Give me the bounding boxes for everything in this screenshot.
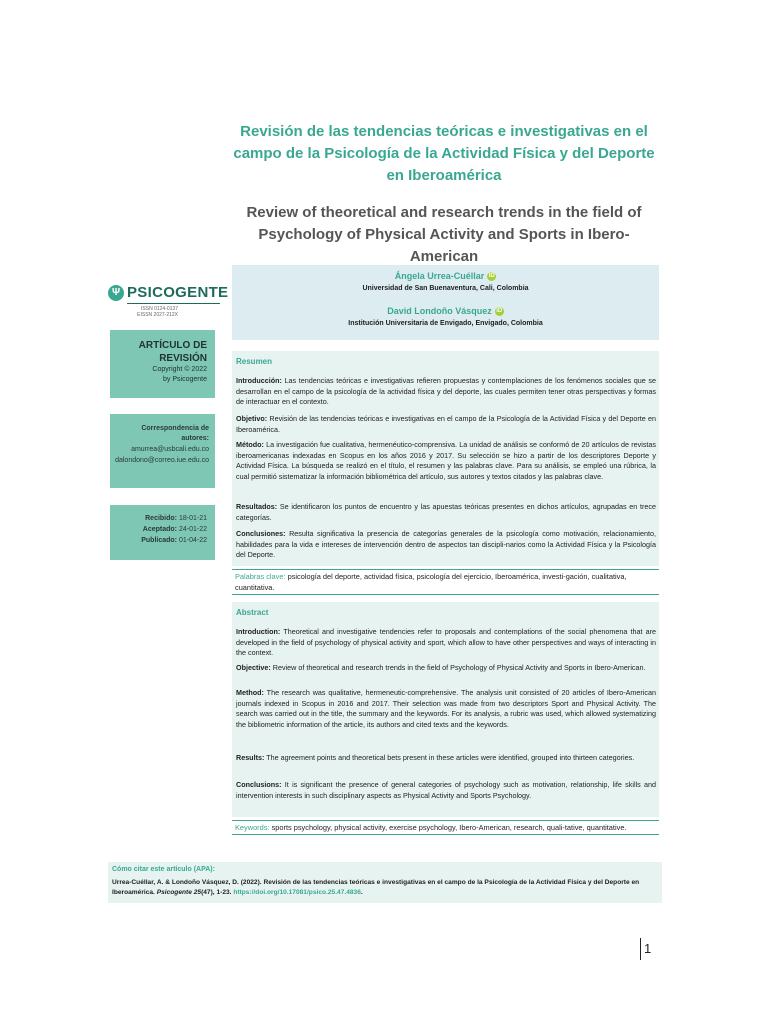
email-link[interactable]: dalondono@correo.iue.edu.co <box>115 457 209 464</box>
section-label: Introducción: <box>236 376 282 385</box>
citation-volume: (47), 1-23. <box>201 889 234 896</box>
accepted-value: 24-01-22 <box>178 526 207 533</box>
correspondence-label-2: autores: <box>181 435 209 442</box>
dates-box <box>110 505 215 560</box>
abstract-introduction <box>236 627 656 659</box>
section-label: Objetivo: <box>236 414 268 423</box>
resumen-results <box>236 502 656 523</box>
issn-block <box>108 306 220 318</box>
issn: ISSN 0124-0137 <box>141 306 178 312</box>
resumen-method <box>236 440 656 482</box>
keywords-es <box>232 569 659 595</box>
section-text: Las tendencias teóricas e investigativas refieren propuestas y contemplaciones de los fenómenos sociales que se desarrollan en el campo de la psicología de la actividad física y del deporte, las cuales permiten tener otras perspectivas y formas de interactuar en el contexto. <box>236 376 656 406</box>
citation-end: . <box>360 889 363 896</box>
section-text: The research was qualitative, hermeneutic-comprehensive. The analysis unit consisted of 20 articles of Ibero-American journals indexed in Scopus in 2016 and 2017. Their selection was made from two descriptors Sport and Physical Activity. The search was carried out in the title, the summary and the keywords. For its analysis, a rubric was used, which allowed systematizing the bibliometric information of the article, its authors and cited texts and the keywords. <box>236 688 656 729</box>
abstract-objective <box>236 663 656 674</box>
page-number: 1 <box>640 938 654 960</box>
accepted-label: Aceptado: <box>142 526 178 533</box>
citation-text <box>112 878 660 898</box>
section-text: La investigación fue cualitativa, hermenéutico-comprensiva. La unidad de análisis se conformó de 20 artículos de revistas iberoamericanas indexadas en Scopus en los años 2016 y 2017. Su selección se hizo a partir de los descriptores Deporte y Actividad Física. La búsqueda se realizó en el título, el resumen y las palabras clave. Para su análisis, se empleó una rúbrica, la cual permitió sistematizar la información bibliométrica del artículo, sus autores y textos citados y las palabras clave. <box>236 440 656 481</box>
citation-heading: Cómo citar este artículo (APA): <box>112 866 215 873</box>
psi-icon: Ψ <box>108 285 124 301</box>
section-text: The agreement points and theoretical bets present in these articles were identified, grouped into thirteen categories. <box>264 753 635 762</box>
resumen-objective <box>236 414 656 435</box>
section-label: Objective: <box>236 663 271 672</box>
eissn: EISSN 2027-212X <box>137 312 178 318</box>
abstract-box <box>232 602 659 817</box>
copyright: Copyright © 2022 <box>152 366 207 373</box>
received-value: 18-01-21 <box>178 515 207 522</box>
logo-underline <box>127 303 220 304</box>
published-date <box>141 536 207 546</box>
resumen-heading: Resumen <box>236 357 273 366</box>
keywords-label: Keywords: <box>235 823 270 832</box>
author-name <box>232 271 659 281</box>
section-text: Review of theoretical and research trends in the field of Psychology of Physical Activity and Sports in Ibero-American. <box>270 663 646 672</box>
accepted-date <box>143 525 207 535</box>
section-label: Resultados: <box>236 502 278 511</box>
published-value: 01-04-22 <box>178 537 207 544</box>
resumen-box <box>232 351 659 566</box>
journal-name: PSICOGENTE <box>127 284 229 301</box>
citation-box <box>108 862 662 903</box>
copyright-holder: by Psicogente <box>163 376 207 383</box>
section-text: Theoretical and investigative tendencies refer to proposals and contemplations of the social phenomena that are developed in the field of psychology of physical activity and sport, which allow to have other perspectives and ways of interacting in the context. <box>236 627 656 657</box>
orcid-icon[interactable]: iD <box>496 308 503 315</box>
keywords-text: psicología del deporte, actividad física, psicología del ejercicio, Iberoamérica, investi-gación, cualitativa, cuantitativa. <box>235 572 627 592</box>
section-label: Method: <box>236 688 264 697</box>
abstract-method <box>236 688 656 730</box>
author-affiliation: Institución Universitaria de Envigado, Envigado, Colombia <box>348 320 543 327</box>
keywords-text: sports psychology, physical activity, exercise psychology, Ibero-American, research, quali-tative, quantitative. <box>269 823 627 832</box>
section-label: Results: <box>236 753 265 762</box>
title-english: Review of theoretical and research trends in the field of Psychology of Physical Activity and Sports in Ibero-American <box>246 204 642 265</box>
article-type-line1: ARTÍCULO DE <box>138 340 207 351</box>
author-affiliation: Universidad de San Buenaventura, Cali, Colombia <box>362 285 529 292</box>
author-name-text: Ángela Urrea-Cuéllar <box>394 271 485 281</box>
resumen-introduction <box>236 376 656 408</box>
received-date <box>145 514 207 524</box>
authors-box <box>232 265 659 340</box>
section-text: It is significant the presence of general categories of psychology such as motivation, relationship, life skills and intervention interests in such disciplinary aspects as Physical Activity and Sports Psychology. <box>236 780 656 800</box>
received-label: Recibido: <box>145 515 178 522</box>
section-label: Conclusiones: <box>236 529 286 538</box>
section-label: Introduction: <box>236 627 281 636</box>
orcid-icon[interactable]: iD <box>488 273 495 280</box>
keywords-en <box>232 820 659 835</box>
email-link[interactable]: amurrea@usbcali.edu.co <box>131 446 209 453</box>
published-label: Publicado: <box>141 537 178 544</box>
citation-body: Urrea-Cuéllar, A. & Londoño Vásquez, D. (2022). Revisión de las tendencias teóricas e investigativas en el campo de la Psicología de la Actividad Física y del Deporte en Iberoamérica. <box>112 879 640 896</box>
abstract-heading: Abstract <box>236 608 269 617</box>
abstract-results <box>236 753 656 764</box>
correspondence-label: Correspondencia de <box>141 425 209 432</box>
keywords-label: Palabras clave: <box>235 572 286 581</box>
doi-link[interactable]: https://doi.org/10.17081/psico.25.47.4836 <box>233 889 361 896</box>
article-type-box <box>110 330 215 398</box>
section-text: Revisión de las tendencias teóricas e investigativas en el campo de la Psicología de la Actividad Física y del Deporte en Iberoamérica. <box>236 414 656 434</box>
section-label: Método: <box>236 440 264 449</box>
author-name <box>232 306 659 316</box>
abstract-conclusions <box>236 780 656 801</box>
citation-journal: Psicogente 25 <box>156 889 202 896</box>
section-label: Conclusions: <box>236 780 282 789</box>
article-type-line2: REVISIÓN <box>159 353 207 364</box>
correspondence-box <box>110 414 215 488</box>
journal-logo <box>108 284 229 306</box>
section-text: Se identificaron los puntos de encuentro y las apuestas teóricas presentes en dichos artículos, agrupadas en trece categorías. <box>236 502 656 522</box>
resumen-conclusions <box>236 529 656 561</box>
title-spanish: Revisión de las tendencias teóricas e investigativas en el campo de la Psicología de la Actividad Física y del Deporte en Iberoamérica <box>233 123 655 184</box>
author-name-text: David Londoño Vásquez <box>387 306 492 316</box>
section-text: Resulta significativa la presencia de categorías generales de la psicología como motivación, relacionamiento, habilidades para la vida e intereses de intervención dentro de aspectos tan discipli-narios como la Actividad Física y la Psicología del Deporte. <box>236 529 656 559</box>
